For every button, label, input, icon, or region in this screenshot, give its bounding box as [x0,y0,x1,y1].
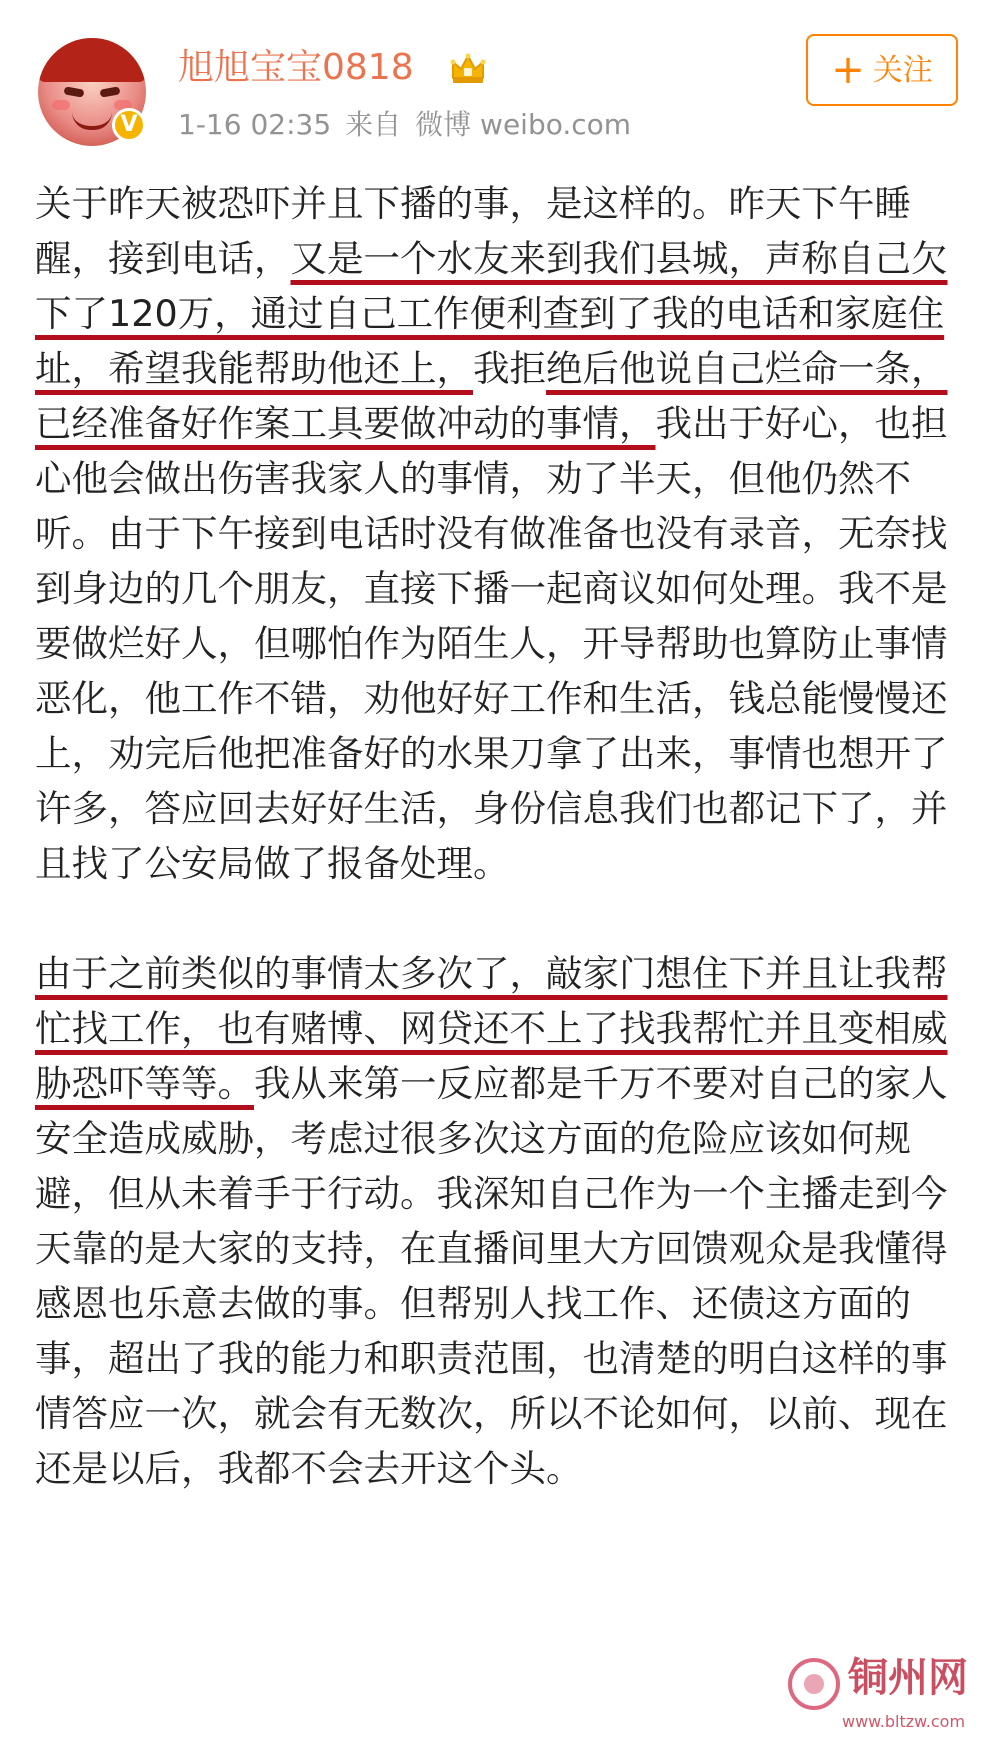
underlined-text-a: 又是一个水友来到我们县城，声称自己欠下了120万，通过自己工作便利查到了我的电话和家庭住址，希望我能帮助他还上， [35,237,948,390]
avatar-eye-right [99,86,120,97]
post-source[interactable]: 微博 weibo.com [415,108,632,141]
follow-label: 关注 [872,53,933,88]
underlined-text-b: 绝后他说自己烂命一条，已经准备好作案工具要做冲动的事情， [35,347,948,445]
follow-button[interactable] [806,34,958,106]
paragraph-1-text-b: 我拒 [473,347,546,390]
paragraph-1 [35,176,960,891]
underlined-text-c: 由于之前类似的事情太多次了，敲家门想住下并且让我帮忙找工作，也有赌博、网贷还不上了找我帮忙并且变相威胁恐吓等等。 [35,952,948,1105]
avatar-hair [38,38,146,82]
site-logo-icon [788,1658,840,1710]
avatar-cheek-left [52,100,70,110]
username[interactable]: 旭旭宝宝0818 [178,47,414,88]
paragraph-2 [35,946,960,1496]
post-header [0,0,993,160]
paragraph-1-text-a: 关于昨天被恐吓并且下播的事，是这样的。昨天下午睡醒，接到电话， [35,182,911,280]
watermark-name: 铜州网 [848,1655,968,1701]
post-time: 1-16 02:35 [178,108,332,141]
source-prefix: 来自 [345,108,402,141]
paragraph-2-text: 我从来第一反应都是千万不要对自己的家人安全造成威胁，考虑过很多次这方面的危险应该如何规避，但从未着手于行动。我深知自己作为一个主播走到今天靠的是大家的支持，在直播间里大方回馈观众是我懂得感恩也乐意去做的事。但帮别人找工作、还债这方面的事，超出了我的能力和职责范围，也清楚的明白这样的事情答应一次，就会有无数次，所以不论如何，以前、现在还是以后，我都不会去开这个头。 [35,1062,948,1490]
post-meta [178,106,645,144]
paragraph-1-text-c: 我出于好心，也担心他会做出伤害我家人的事情，劝了半天，但他仍然不听。由于下午接到电话时没有做准备也没有录音，无奈找到身边的几个朋友，直接下播一起商议如何处理。我不是要做烂好人，但哪怕作为陌生人，开导帮助也算防止事情恶化，他工作不错，劝他好好工作和生活，钱总能慢慢还上，劝完后他把准备好的水果刀拿了出来，事情也想开了许多，答应回去好好生活，身份信息我们也都记下了，并且找了公安局做了报备处理。 [35,402,948,885]
avatar-eye-left [63,86,84,97]
plus-icon: + [831,47,865,93]
verified-badge-icon: V [112,108,146,142]
avatar-mouth [72,112,112,130]
site-watermark [788,1650,988,1740]
watermark-url: www.bltzw.com [842,1712,966,1731]
post-content [35,176,960,1496]
crown-icon[interactable] [448,48,488,88]
